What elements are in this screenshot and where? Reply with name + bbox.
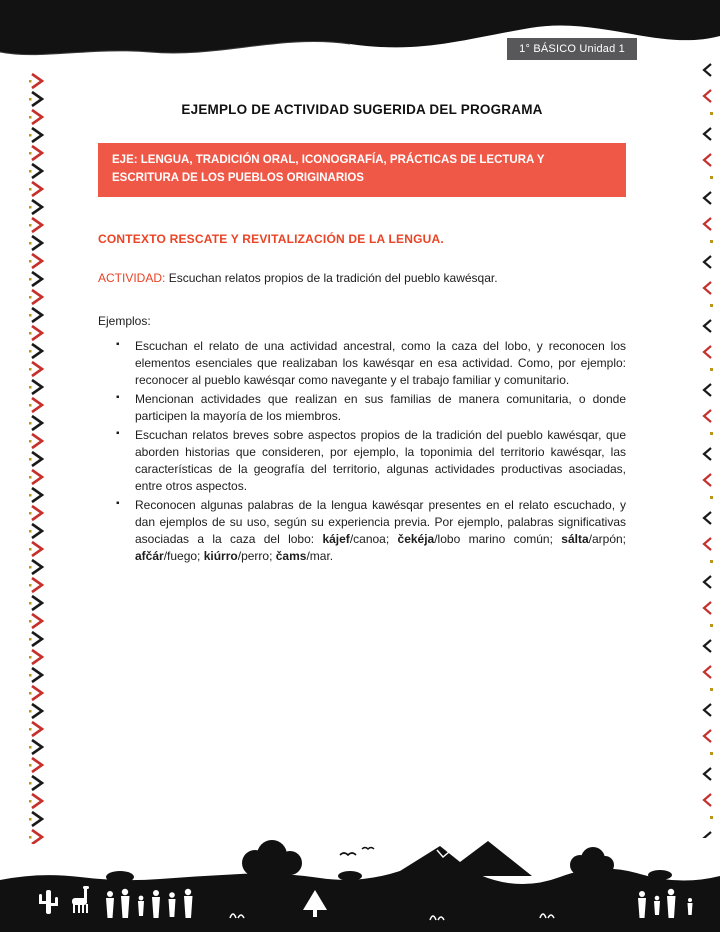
kawesqar-word: kájef — [322, 532, 350, 547]
activity-label: ACTIVIDAD: — [98, 270, 166, 285]
right-border-pattern — [702, 60, 714, 838]
main-content — [98, 100, 626, 567]
bullet-text: Mencionan actividades que realizan en sus familias de manera comunitaria, o donde participen la mayoría de los miembros. — [135, 391, 626, 423]
example-bullet — [135, 391, 626, 425]
kawesqar-word: afčár — [135, 549, 164, 564]
bullet-text: /arpón; — [588, 532, 626, 547]
kawesqar-word: kiúrro — [203, 549, 238, 564]
bullet-text: /mar. — [306, 549, 334, 564]
footer-illustration — [0, 840, 720, 932]
bullet-text: /perro; — [237, 549, 276, 564]
bullet-text: Reconocen algunas palabras de la lengua kawésqar presentes en el relato escuchado, y dan ejemplos de su uso, según su experiencia previa. Por ejemplo, palabras significativas asociadas a la caza del lobo: — [135, 498, 626, 547]
bullet-text: Escuchan relatos breves sobre aspectos propios de la tradición del pueblo kawésqar, que aborden historias que consideren, por ejemplo, la toponimia del territorio kawésqar, las características de la geografía del territorio, algunas actividades productivas asociadas, entre otros aspectos. — [135, 428, 626, 494]
bullet-text: Escuchan el relato de una actividad ancestral, como la caza del lobo, y reconocen los elementos esenciales que realizaban los kawésqar en esa actividad. Como, por ejemplo: reconocer al pueblo kawésqar como navegante y el trabajo familiar y comunitario. — [135, 338, 626, 387]
examples-list — [98, 338, 626, 565]
bullet-text: /canoa; — [349, 532, 398, 547]
example-bullet — [135, 427, 626, 495]
bullet-text: /fuego; — [163, 549, 204, 564]
page-title: EJEMPLO DE ACTIVIDAD SUGERIDA DEL PROGRAMA — [181, 102, 543, 117]
activity-text: Escuchan relatos propios de la tradición del pueblo kawésqar. — [168, 270, 498, 285]
kawesqar-word: sálta — [561, 532, 589, 547]
left-border-pattern — [29, 72, 45, 844]
example-bullet — [135, 338, 626, 389]
kawesqar-word: čekéja — [397, 532, 435, 547]
eje-banner-text: EJE: LENGUA, TRADICIÓN ORAL, ICONOGRAFÍA, PRÁCTICAS DE LECTURA Y ESCRITURA DE LOS PUEBLOS ORIGINARIOS — [112, 154, 545, 184]
example-bullet — [135, 497, 626, 565]
unit-badge — [507, 38, 637, 60]
unit-badge-label: 1° BÁSICO Unidad 1 — [519, 43, 625, 55]
examples-label: Ejemplos: — [98, 313, 151, 328]
context-heading: CONTEXTO RESCATE Y REVITALIZACIÓN DE LA LENGUA. — [98, 231, 444, 246]
bullet-text: /lobo marino común; — [434, 532, 562, 547]
activity-line — [98, 270, 626, 287]
kawesqar-word: čams — [275, 549, 307, 564]
eje-banner — [98, 143, 626, 197]
